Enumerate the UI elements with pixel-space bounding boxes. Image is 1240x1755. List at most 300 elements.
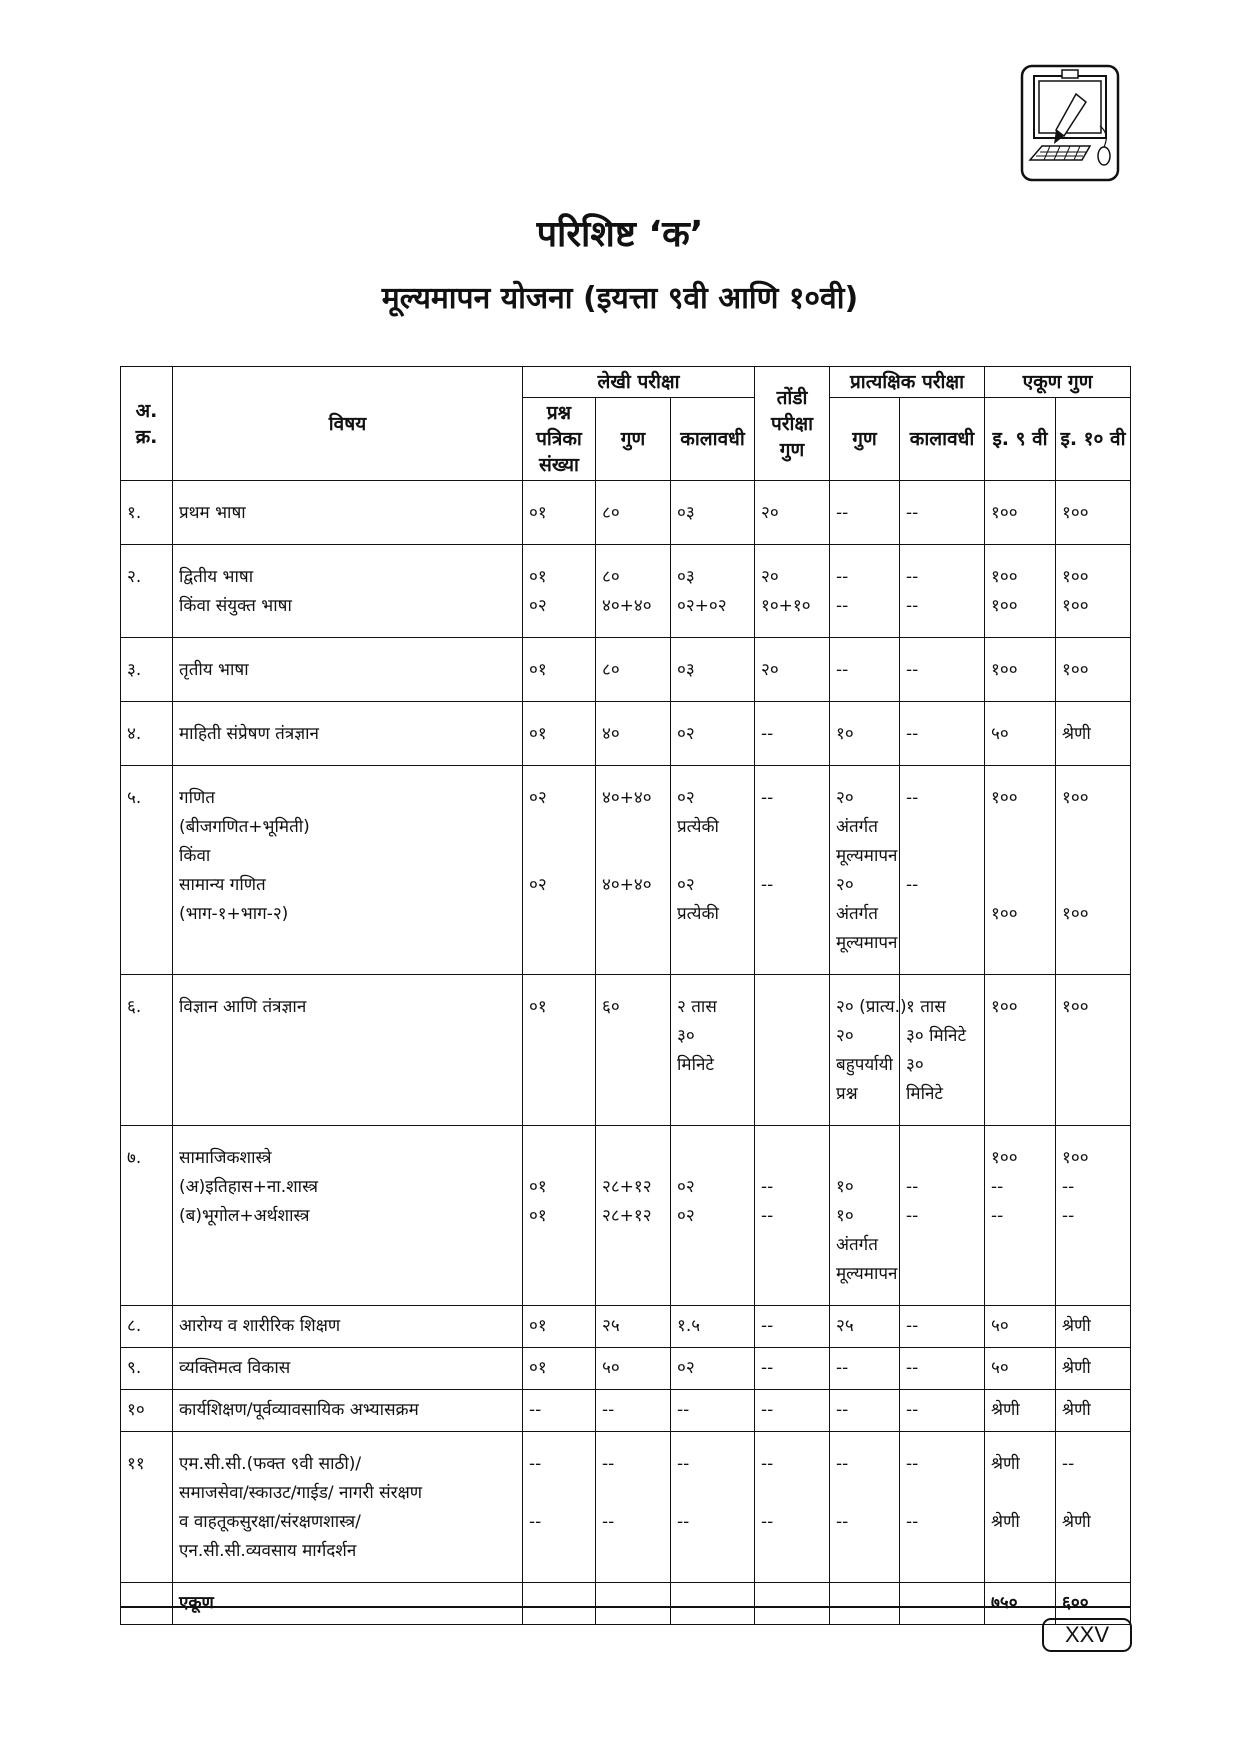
- table-row: [121, 1126, 1131, 1306]
- cell-line: --: [602, 1454, 615, 1474]
- cell-line: [602, 1479, 664, 1508]
- cell-line: ५०: [991, 1316, 1009, 1336]
- cell-line: १००: [1062, 1148, 1089, 1168]
- cell-line: ०१: [529, 567, 547, 587]
- cell-subject: [173, 1390, 523, 1432]
- cell-line: प्रत्येकी: [677, 904, 719, 924]
- header-practical-duration: कालावधी: [900, 398, 985, 481]
- cell-empty: [596, 1583, 671, 1625]
- cell-line: २०: [761, 567, 779, 587]
- cell-subject: [173, 638, 523, 702]
- cell-line: प्रत्येकी: [677, 817, 719, 837]
- cell-line: ५०: [602, 1358, 620, 1378]
- cell-t10: [1056, 1126, 1131, 1306]
- header-sr: अ. क्र.: [121, 367, 173, 481]
- cell-line: --: [529, 1512, 542, 1532]
- cell-t10: [1056, 1348, 1131, 1390]
- cell-line: ४०+४०: [602, 788, 652, 808]
- cell-oral: [755, 1432, 830, 1583]
- cell-marks: [596, 638, 671, 702]
- table-row: [121, 1348, 1131, 1390]
- cell-duration: [671, 638, 755, 702]
- cell-line: ०२: [677, 1206, 695, 1226]
- cell-line: --: [906, 596, 919, 616]
- cell-oral: [755, 1390, 830, 1432]
- cell-line: --: [836, 1400, 849, 1420]
- cell-t9: [985, 545, 1056, 638]
- cell-line: ५०: [991, 724, 1009, 744]
- cell-t9: [985, 766, 1056, 975]
- cell-line: --: [906, 567, 919, 587]
- cell-line: मूल्यमापन: [836, 846, 898, 866]
- header-papers: प्रश्न पत्रिका संख्या: [523, 398, 596, 481]
- cell-marks: [596, 1348, 671, 1390]
- cell-pmarks: [830, 1432, 900, 1583]
- cell-line: १००: [991, 1148, 1018, 1168]
- cell-subject: [173, 1126, 523, 1306]
- cell-line: [906, 900, 978, 929]
- cell-line: --: [836, 596, 849, 616]
- cell-line: १०: [836, 1177, 854, 1197]
- cell-line: बहुपर्यायी: [836, 1055, 893, 1075]
- table-row: [121, 638, 1131, 702]
- cell-line: [761, 1479, 823, 1508]
- cell-line: श्रेणी: [991, 1512, 1020, 1532]
- page-number: XXV: [1042, 1618, 1132, 1652]
- cell-papers: [523, 702, 596, 766]
- cell-t9: [985, 481, 1056, 545]
- cell-line: ४०: [602, 724, 620, 744]
- cell-pmarks: [830, 1348, 900, 1390]
- cell-duration: [671, 1432, 755, 1583]
- cell-pduration: [900, 638, 985, 702]
- cell-line: तृतीय भाषा: [179, 660, 249, 680]
- total-std9: ७५०: [985, 1583, 1056, 1625]
- cell-t9: [985, 1432, 1056, 1583]
- cell-sr: ५.: [121, 766, 173, 975]
- cell-line: ३०: [677, 1026, 695, 1046]
- cell-line: --: [906, 1400, 919, 1420]
- cell-line: [677, 1479, 748, 1508]
- cell-line: --: [761, 1454, 774, 1474]
- cell-line: १००: [1062, 660, 1089, 680]
- cell-line: ०३: [677, 660, 695, 680]
- cell-line: [1062, 842, 1124, 871]
- cell-line: [991, 842, 1049, 871]
- cell-pduration: [900, 545, 985, 638]
- header-oral-marks: तोंडी परीक्षा गुण: [755, 367, 830, 481]
- cell-line: [836, 1144, 893, 1173]
- cell-line: --: [761, 875, 774, 895]
- cell-line: ०२+०२: [677, 596, 727, 616]
- cell-line: --: [1062, 1454, 1075, 1474]
- cell-line: ०१: [529, 997, 547, 1017]
- cell-papers: [523, 638, 596, 702]
- cell-t9: [985, 702, 1056, 766]
- cell-line: (अ)इतिहास+ना.शास्त्र: [179, 1177, 319, 1197]
- cell-line: गणित: [179, 788, 215, 808]
- cell-line: --: [761, 1512, 774, 1532]
- cell-pduration: [900, 975, 985, 1126]
- cell-line: --: [906, 1206, 919, 1226]
- cell-line: [529, 813, 589, 842]
- cell-line: श्रेणी: [1062, 1316, 1091, 1336]
- cell-line: --: [906, 1454, 919, 1474]
- cell-line: [602, 842, 664, 871]
- cell-line: २० (प्रात्य.): [836, 997, 907, 1017]
- cell-line: ०१: [529, 1358, 547, 1378]
- cell-pduration: [900, 481, 985, 545]
- cell-line: ०१: [529, 724, 547, 744]
- cell-oral: [755, 545, 830, 638]
- cell-line: [677, 1144, 748, 1173]
- cell-line: व्यक्तिमत्व विकास: [179, 1358, 291, 1378]
- cell-pmarks: [830, 1126, 900, 1306]
- cell-oral: [755, 1306, 830, 1348]
- cell-line: २ तास: [677, 997, 717, 1017]
- cell-line: विज्ञान आणि तंत्रज्ञान: [179, 997, 307, 1017]
- cell-line: आरोग्य व शारीरिक शिक्षण: [179, 1316, 341, 1336]
- cell-oral: [755, 766, 830, 975]
- cell-line: श्रेणी: [1062, 724, 1091, 744]
- cell-papers: [523, 1306, 596, 1348]
- cell-line: १००: [991, 904, 1018, 924]
- cell-line: १.५: [677, 1316, 701, 1336]
- cell-duration: [671, 481, 755, 545]
- cell-line: १ तास: [906, 997, 946, 1017]
- header-std9: इ. ९ वी: [985, 398, 1056, 481]
- cell-line: ०२: [529, 788, 547, 808]
- table-row: [121, 1432, 1131, 1583]
- cell-t9: [985, 1126, 1056, 1306]
- cell-line: किंवा संयुक्त भाषा: [179, 596, 292, 616]
- cell-line: --: [906, 788, 919, 808]
- cell-subject: [173, 766, 523, 975]
- cell-line: --: [836, 1512, 849, 1532]
- cell-oral: [755, 1126, 830, 1306]
- cell-t10: [1056, 975, 1131, 1126]
- cell-line: ०२: [529, 596, 547, 616]
- cell-line: १००: [991, 596, 1018, 616]
- cell-line: २०: [761, 503, 779, 523]
- cell-line: [906, 813, 978, 842]
- cell-oral: [755, 638, 830, 702]
- cell-t10: [1056, 702, 1131, 766]
- total-std10: ६००: [1056, 1583, 1131, 1625]
- cell-pmarks: [830, 545, 900, 638]
- cell-subject: [173, 975, 523, 1126]
- cell-line: ०३: [677, 567, 695, 587]
- cell-line: कार्यशिक्षण/पूर्वव्यावसायिक अभ्यासक्रम: [179, 1400, 419, 1420]
- cell-line: ०२: [677, 1177, 695, 1197]
- cell-sr: ४.: [121, 702, 173, 766]
- table-row: [121, 702, 1131, 766]
- cell-line: [906, 842, 978, 871]
- cell-papers: [523, 545, 596, 638]
- header-marks: गुण: [596, 398, 671, 481]
- cell-duration: [671, 1126, 755, 1306]
- cell-pmarks: [830, 1390, 900, 1432]
- cell-line: १००: [1062, 567, 1089, 587]
- cell-line: ३० मिनिटे: [906, 1026, 967, 1046]
- cell-duration: [671, 766, 755, 975]
- cell-line: --: [761, 788, 774, 808]
- cell-duration: [671, 1348, 755, 1390]
- cell-pduration: [900, 1390, 985, 1432]
- cell-line: --: [677, 1512, 690, 1532]
- cell-t10: [1056, 766, 1131, 975]
- header-duration: कालावधी: [671, 398, 755, 481]
- header-std10: इ. १० वी: [1056, 398, 1131, 481]
- cell-sr: ६.: [121, 975, 173, 1126]
- cell-line: ६०: [602, 997, 620, 1017]
- cell-line: २८+१२: [602, 1177, 652, 1197]
- cell-line: २०: [836, 1026, 854, 1046]
- cell-line: (भाग-१+भाग-२): [179, 904, 289, 924]
- cell-line: --: [677, 1454, 690, 1474]
- cell-line: --: [906, 660, 919, 680]
- cell-pmarks: [830, 766, 900, 975]
- cell-duration: [671, 1306, 755, 1348]
- cell-line: --: [906, 1316, 919, 1336]
- cell-subject: [173, 1432, 523, 1583]
- cell-line: [761, 900, 823, 929]
- cell-line: १००: [991, 503, 1018, 523]
- cell-line: --: [761, 724, 774, 744]
- cell-line: २५: [836, 1316, 854, 1336]
- cell-line: --: [991, 1177, 1004, 1197]
- cell-line: अंतर्गत: [836, 1235, 878, 1255]
- cell-line: --: [906, 875, 919, 895]
- cell-line: [1062, 813, 1124, 842]
- cell-line: ०१: [529, 1206, 547, 1226]
- cell-oral: [755, 481, 830, 545]
- cell-t9: [985, 1306, 1056, 1348]
- cell-line: श्रेणी: [1062, 1512, 1091, 1532]
- cell-empty: [523, 1583, 596, 1625]
- cell-line: --: [1062, 1206, 1075, 1226]
- cell-empty: [755, 1583, 830, 1625]
- cell-line: प्रथम भाषा: [179, 503, 246, 523]
- cell-line: [761, 813, 823, 842]
- table-row: [121, 1306, 1131, 1348]
- cell-line: १००: [991, 567, 1018, 587]
- header-written-exam: लेखी परीक्षा: [523, 367, 755, 398]
- cell-subject: [173, 1348, 523, 1390]
- cell-t10: [1056, 1432, 1131, 1583]
- cell-t9: [985, 975, 1056, 1126]
- cell-line: ५०: [991, 1358, 1009, 1378]
- cell-line: [906, 1479, 978, 1508]
- cell-line: द्वितीय भाषा: [179, 567, 254, 587]
- cell-line: [602, 1144, 664, 1173]
- cell-line: [991, 1479, 1049, 1508]
- cell-line: १०: [836, 1206, 854, 1226]
- cell-sr: ८.: [121, 1306, 173, 1348]
- cell-line: १००: [991, 788, 1018, 808]
- cell-line: ०२: [677, 788, 695, 808]
- cell-line: --: [836, 1358, 849, 1378]
- cell-sr: ३.: [121, 638, 173, 702]
- cell-pduration: [900, 1348, 985, 1390]
- cell-line: (ब)भूगोल+अर्थशास्त्र: [179, 1206, 310, 1226]
- cell-subject: [173, 702, 523, 766]
- cell-line: समाजसेवा/स्काउट/गाईड/ नागरी संरक्षण: [179, 1483, 423, 1503]
- cell-line: --: [836, 567, 849, 587]
- cell-pduration: [900, 1306, 985, 1348]
- cell-line: १००: [991, 660, 1018, 680]
- cell-t10: [1056, 1306, 1131, 1348]
- cell-line: --: [906, 1177, 919, 1197]
- cell-t9: [985, 1348, 1056, 1390]
- cell-line: ८०: [602, 567, 620, 587]
- total-label: एकूण: [173, 1583, 523, 1625]
- bottom-rule: [120, 1606, 1130, 1608]
- cell-line: [761, 842, 823, 871]
- cell-line: २८+१२: [602, 1206, 652, 1226]
- cell-line: [761, 1144, 823, 1173]
- cell-line: --: [836, 1454, 849, 1474]
- cell-empty: [830, 1583, 900, 1625]
- cell-line: --: [906, 724, 919, 744]
- header-subject: विषय: [173, 367, 523, 481]
- cell-marks: [596, 1432, 671, 1583]
- cell-line: एन.सी.सी.व्यवसाय मार्गदर्शन: [179, 1541, 357, 1561]
- cell-line: ०१: [529, 1316, 547, 1336]
- cell-pmarks: [830, 975, 907, 1126]
- cell-line: [529, 1479, 589, 1508]
- cell-papers: [523, 1390, 596, 1432]
- cell-line: १०: [836, 724, 854, 744]
- cell-sr: १.: [121, 481, 173, 545]
- cell-duration: [671, 545, 755, 638]
- cell-line: १००: [991, 997, 1018, 1017]
- cell-pduration: [900, 1432, 985, 1583]
- cell-line: १००: [1062, 904, 1089, 924]
- cell-line: सामान्य गणित: [179, 875, 266, 895]
- cell-t10: [1056, 638, 1131, 702]
- cell-sr: ९.: [121, 1348, 173, 1390]
- cell-line: [906, 1144, 978, 1173]
- page-title: परिशिष्ट ‘क’: [536, 214, 704, 255]
- table-row: [121, 975, 1131, 1126]
- cell-line: ०२: [677, 875, 695, 895]
- cell-line: [836, 1479, 893, 1508]
- cell-line: मूल्यमापन: [836, 1264, 898, 1284]
- cell-empty: [121, 1583, 173, 1625]
- cell-line: (बीजगणित+भूमिती): [179, 817, 310, 837]
- cell-pmarks: [830, 638, 900, 702]
- cell-line: अंतर्गत: [836, 904, 878, 924]
- cell-duration: [671, 702, 755, 766]
- cell-line: --: [761, 1400, 774, 1420]
- cell-line: [761, 993, 823, 1022]
- cell-line: [991, 813, 1049, 842]
- cell-line: १००: [1062, 503, 1089, 523]
- cell-line: ०१: [529, 503, 547, 523]
- cell-sr: ७.: [121, 1126, 173, 1306]
- cell-line: --: [906, 1358, 919, 1378]
- cell-line: --: [761, 1358, 774, 1378]
- cell-empty: [671, 1583, 755, 1625]
- cell-line: [677, 842, 748, 871]
- cell-line: --: [836, 660, 849, 680]
- cell-line: २०: [761, 660, 779, 680]
- cell-line: श्रेणी: [1062, 1400, 1091, 1420]
- cell-line: [602, 813, 664, 842]
- cell-line: [991, 871, 1049, 900]
- cell-line: ०१: [529, 660, 547, 680]
- table-row: [121, 481, 1131, 545]
- cell-line: १००: [1062, 788, 1089, 808]
- cell-line: ०२: [677, 1358, 695, 1378]
- cell-line: [1062, 871, 1124, 900]
- cell-line: २०: [836, 875, 854, 895]
- cell-line: --: [602, 1512, 615, 1532]
- cell-line: --: [991, 1206, 1004, 1226]
- cell-line: ०३: [677, 503, 695, 523]
- cell-pmarks: [830, 1306, 900, 1348]
- cell-line: --: [529, 1454, 542, 1474]
- cell-line: २०: [836, 788, 854, 808]
- cell-line: श्रेणी: [991, 1454, 1020, 1474]
- cell-line: --: [906, 1512, 919, 1532]
- cell-line: --: [906, 503, 919, 523]
- cell-line: प्रश्न: [836, 1084, 858, 1104]
- cell-empty: [900, 1583, 985, 1625]
- cell-oral: [755, 702, 830, 766]
- cell-marks: [596, 702, 671, 766]
- cell-sr: ११: [121, 1432, 173, 1583]
- cell-sr: १०: [121, 1390, 173, 1432]
- page-subtitle: मूल्यमापन योजना (इयत्ता ९वी आणि १०वी): [381, 281, 859, 316]
- cell-line: सामाजिकशास्त्रे: [179, 1148, 272, 1168]
- cell-line: ०२: [529, 875, 547, 895]
- cell-line: --: [761, 1177, 774, 1197]
- cell-line: मिनिटे: [906, 1084, 943, 1104]
- header-practical-exam: प्रात्यक्षिक परीक्षा: [830, 367, 985, 398]
- cell-sr: २.: [121, 545, 173, 638]
- cell-duration: [671, 1390, 755, 1432]
- cell-papers: [523, 481, 596, 545]
- cell-marks: [596, 766, 671, 975]
- cell-t10: [1056, 545, 1131, 638]
- total-row: [121, 1583, 1131, 1625]
- cell-marks: [596, 1390, 671, 1432]
- cell-line: --: [602, 1400, 615, 1420]
- cell-line: श्रेणी: [1062, 1358, 1091, 1378]
- cell-line: मूल्यमापन: [836, 933, 898, 953]
- cell-line: [529, 900, 589, 929]
- table-row: [121, 766, 1131, 975]
- cell-line: अंतर्गत: [836, 817, 878, 837]
- cell-pduration: [900, 702, 985, 766]
- table-row: [121, 545, 1131, 638]
- cell-line: किंवा: [179, 846, 211, 866]
- cell-line: [602, 900, 664, 929]
- evaluation-table: [120, 366, 1131, 1625]
- cell-line: ८०: [602, 660, 620, 680]
- cell-marks: [596, 481, 671, 545]
- cell-line: ०१: [529, 1177, 547, 1197]
- cell-t9: [985, 1390, 1056, 1432]
- cell-line: [529, 842, 589, 871]
- cell-subject: [173, 1306, 523, 1348]
- cell-line: ०२: [677, 724, 695, 744]
- cell-t10: [1056, 481, 1131, 545]
- table-row: [121, 1390, 1131, 1432]
- cell-pmarks: [830, 702, 900, 766]
